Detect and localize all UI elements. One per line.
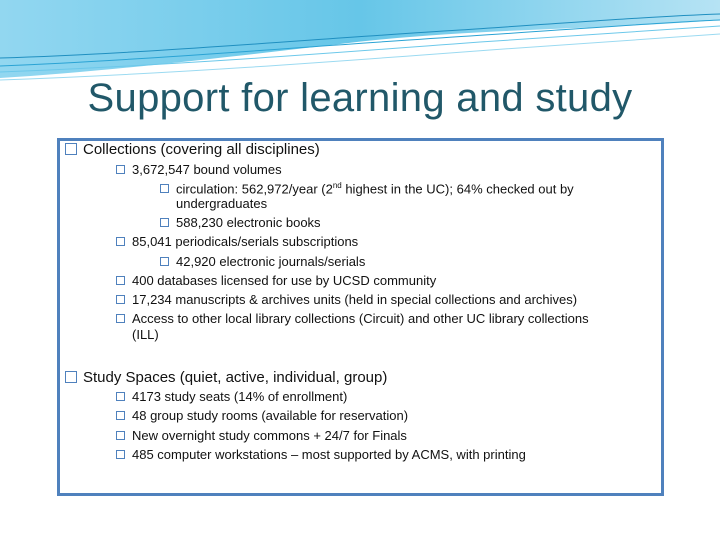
collections-heading: Collections (covering all disciplines) bbox=[83, 141, 320, 158]
study-spaces-heading: Study Spaces (quiet, active, individual, group) bbox=[83, 369, 388, 386]
square-bullet-icon bbox=[116, 237, 125, 246]
commons-text: New overnight study commons + 24/7 for Finals bbox=[132, 428, 407, 443]
list-item-workstations bbox=[116, 447, 526, 462]
manuscripts-text: 17,234 manuscripts & archives units (held in special collections and archives) bbox=[132, 292, 578, 307]
access-text: Access to other local library collections (Circuit) and other UC library collections bbox=[132, 311, 589, 326]
circulation-text-cont: highest in the UC); 64% checked out by bbox=[341, 181, 574, 197]
periodicals-text: 85,041 periodicals/serials subscriptions bbox=[132, 234, 359, 249]
list-item-bound-volumes bbox=[116, 162, 282, 177]
list-item-commons bbox=[116, 428, 407, 443]
square-bullet-icon bbox=[116, 431, 125, 440]
list-item-access bbox=[116, 311, 589, 326]
square-bullet-icon bbox=[116, 165, 125, 174]
square-bullet-icon bbox=[116, 295, 125, 304]
square-bullet-icon bbox=[116, 450, 125, 459]
list-item-rooms bbox=[116, 408, 408, 423]
list-item-manuscripts bbox=[116, 292, 577, 307]
rooms-text: 48 group study rooms (available for reservation) bbox=[132, 408, 409, 423]
square-bullet-icon bbox=[160, 218, 169, 227]
square-bullet-icon bbox=[116, 392, 125, 401]
list-item-ebooks bbox=[160, 215, 321, 230]
list-item-circulation bbox=[160, 181, 574, 196]
list-item-ejournals bbox=[160, 254, 365, 269]
square-bullet-icon bbox=[160, 184, 169, 193]
circulation-text: circulation: 562,972/year (2 bbox=[176, 181, 333, 197]
list-item-databases bbox=[116, 273, 436, 288]
workstations-text: 485 computer workstations – most supported by ACMS, with printing bbox=[132, 447, 526, 462]
seats-text: 4173 study seats (14% of enrollment) bbox=[132, 389, 348, 404]
list-item-collections bbox=[65, 141, 320, 158]
square-bullet-icon bbox=[116, 276, 125, 285]
square-bullet-icon bbox=[160, 257, 169, 266]
list-item-study-spaces bbox=[65, 369, 387, 386]
square-bullet-icon bbox=[65, 371, 77, 383]
bound-volumes-text: 3,672,547 bound volumes bbox=[132, 162, 282, 177]
square-bullet-icon bbox=[65, 143, 77, 155]
ebooks-text: 588,230 electronic books bbox=[176, 215, 321, 230]
square-bullet-icon bbox=[116, 314, 125, 323]
list-item-seats bbox=[116, 389, 347, 404]
databases-text: 400 databases licensed for use by UCSD community bbox=[132, 273, 437, 288]
square-bullet-icon bbox=[116, 411, 125, 420]
circulation-wrap: undergraduates bbox=[176, 196, 268, 211]
access-wrap: (ILL) bbox=[132, 327, 159, 342]
slide-title: Support for learning and study bbox=[87, 76, 633, 120]
circulation-superscript: nd bbox=[332, 181, 342, 190]
ejournals-text: 42,920 electronic journals/serials bbox=[176, 254, 366, 269]
list-item-periodicals bbox=[116, 234, 358, 249]
